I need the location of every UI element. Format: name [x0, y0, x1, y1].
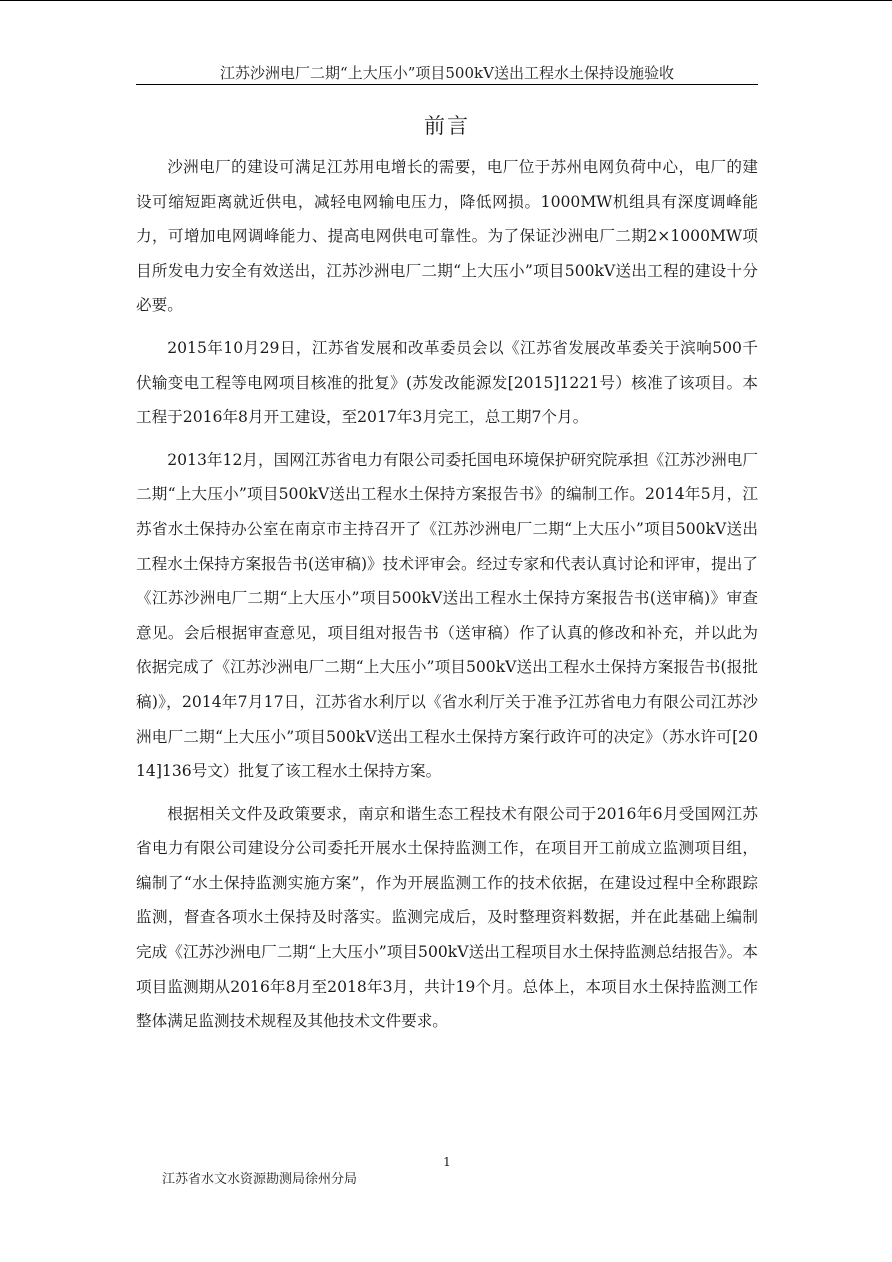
- preface-body: [136, 150, 758, 1047]
- page-number: 1: [443, 1155, 451, 1169]
- paragraph-3: 2013年12月，国网江苏省电力有限公司委托国电环境保护研究院承担《江苏沙洲电厂二期“上大压小”项目500kV送出工程水土保持方案报告书》的编制工作。2014年5月，江苏省水土保持办公室在南京市主持召开了《江苏沙洲电厂二期“上大压小”项目500kV送出工程水土保持方案报告书(送审稿)》技术评审会。经过专家和代表认真讨论和评审，提出了《江苏沙洲电厂二期“上大压小”项目500kV送出工程水土保持方案报告书(送审稿)》审查意见。会后根据审查意见，项目组对报告书（送审稿）作了认真的修改和补充，并以此为依据完成了《江苏沙洲电厂二期“上大压小”项目500kV送出工程水土保持方案报告书(报批稿)》，2014年7月17日，江苏省水利厅以《省水利厅关于准予江苏省电力有限公司江苏沙洲电厂二期“上大压小”项目500kV送出工程水土保持方案行政许可的决定》（苏水许可[2014]136号文）批复了该工程水土保持方案。: [136, 450, 758, 781]
- section-title: 前言: [424, 114, 470, 138]
- page-top-border: [0, 0, 892, 1]
- paragraph-2: 2015年10月29日，江苏省发展和改革委员会以《江苏省发展改革委关于滨响500千伏输变电工程等电网项目核准的批复》(苏发改能源发[2015]1221号）核准了该项目。本工程于2016年8月开工建设，至2017年3月完工，总工期7个月。: [136, 338, 758, 427]
- paragraph-4: 根据相关文件及政策要求，南京和谐生态工程技术有限公司于2016年6月受国网江苏省电力有限公司建设分公司委托开展水土保持监测工作，在项目开工前成立监测项目组，编制了“水土保持监测实施方案”，作为开展监测工作的技术依据，在建设过程中全称跟踪监测，督查各项水土保持及时落实。监测完成后，及时整理资料数据，并在此基础上编制完成《江苏沙洲电厂二期“上大压小”项目500kV送出工程项目水土保持监测总结报告》。本项目监测期从2016年8月至2018年3月，共计19个月。总体上，本项目水土保持监测工作整体满足监测技术规程及其他技术文件要求。: [136, 804, 758, 1031]
- running-header: 江苏沙洲电厂二期“上大压小”项目500kV送出工程水土保持设施验收: [220, 64, 674, 82]
- paragraph-1: 沙洲电厂的建设可满足江苏用电增长的需要，电厂位于苏州电网负荷中心，电厂的建设可缩短距离就近供电，减轻电网输电压力，降低网损。1000MW机组具有深度调峰能力，可增加电网调峰能力、提高电网供电可靠性。为了保证沙洲电厂二期2×1000MW项目所发电力安全有效送出，江苏沙洲电厂二期“上大压小”项目500kV送出工程的建设十分必要。: [136, 158, 758, 315]
- running-footer: 江苏省水文水资源勘测局徐州分局: [162, 1172, 358, 1187]
- header-divider: [136, 84, 758, 85]
